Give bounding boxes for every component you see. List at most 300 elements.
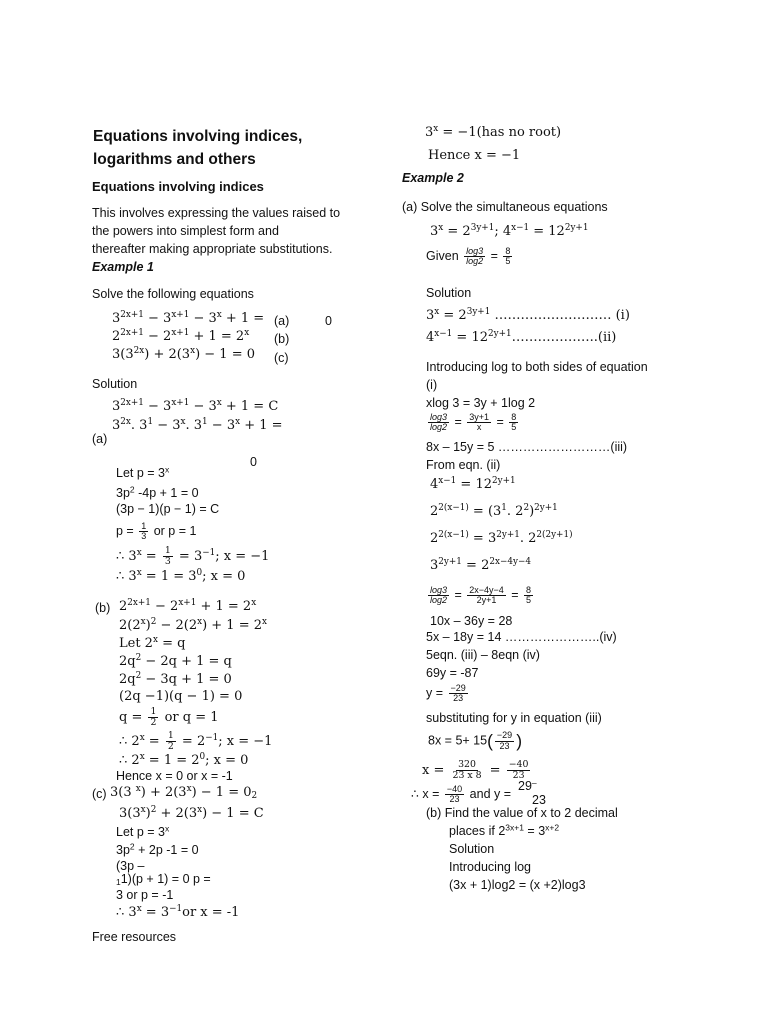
text-run: (b) <box>95 601 111 615</box>
text-run: 3(3 <box>112 347 134 362</box>
superscript: 1 <box>501 503 507 514</box>
text-run: Example 1 <box>92 260 154 274</box>
text-run: + 1 = C <box>221 399 279 414</box>
text-run: ; x = 0 <box>202 569 246 584</box>
text-run: ) <box>529 504 535 519</box>
text-line <box>274 314 289 328</box>
fraction-denominator: 5 <box>511 422 517 433</box>
text-run: = <box>451 588 466 603</box>
text-line <box>430 614 512 628</box>
text-run: (c) <box>92 787 107 801</box>
text-line <box>92 180 264 195</box>
fraction <box>163 546 173 567</box>
text-line <box>426 360 648 374</box>
text-run: 3 <box>112 399 121 414</box>
text-line <box>402 171 464 185</box>
text-run: = 2 <box>177 733 206 749</box>
text-line <box>430 225 588 240</box>
text-run: (2q −1)(q − 1) = 0 <box>119 689 243 704</box>
text-line <box>449 860 531 874</box>
superscript: x <box>190 346 196 357</box>
text-line <box>449 824 559 838</box>
superscript: 2y+1 <box>564 223 589 234</box>
text-run: + 1 = <box>240 418 283 433</box>
text-run: 3 <box>112 418 121 433</box>
superscript: x <box>140 805 146 816</box>
fraction-numerator: 2x−4y−4 <box>469 585 504 595</box>
fraction-numerator: 1 <box>164 545 171 556</box>
superscript: x+1 <box>171 398 190 409</box>
text-line <box>92 260 154 274</box>
text-run: or x = -1 <box>182 905 240 920</box>
superscript: 0 <box>196 568 203 579</box>
text-line <box>426 378 437 392</box>
text-run: = <box>507 588 523 603</box>
fraction-denominator: 5 <box>526 595 532 606</box>
fraction <box>445 785 464 805</box>
text-run: = 1 = 2 <box>144 753 200 768</box>
text-line <box>116 769 233 783</box>
superscript: 2(x−1) <box>438 503 469 514</box>
superscript: x <box>136 547 142 558</box>
fraction <box>449 684 468 704</box>
text-run: 2q <box>119 654 136 669</box>
text-line <box>116 570 245 585</box>
superscript: 2 <box>135 671 142 682</box>
text-run: − 2 <box>150 599 179 614</box>
text-run: 29 <box>518 779 532 793</box>
text-run: 3 <box>430 558 439 573</box>
fraction-denominator: 23 <box>449 794 460 805</box>
text-line <box>116 522 196 542</box>
superscript: 2(x−1) <box>438 530 469 541</box>
text-line <box>116 546 269 567</box>
fraction-numerator: 8 <box>526 585 532 595</box>
text-line <box>426 684 470 704</box>
superscript: 1 <box>202 417 208 428</box>
text-run: = <box>493 415 508 430</box>
text-run: ) + 1 = 2 <box>202 618 263 633</box>
superscript: 2x+1 <box>127 598 151 609</box>
text-line <box>112 419 283 434</box>
text-run: 5eqn. (iii) – 8eqn (iv) <box>426 648 540 662</box>
text-run: ) − 1 = 0 <box>191 785 252 800</box>
superscript: −1 <box>169 904 183 915</box>
superscript: x <box>235 417 241 428</box>
text-run: ) − 1 = 0 <box>195 347 255 362</box>
text-line <box>92 432 107 446</box>
fraction-numerator: 3y+1 <box>469 412 490 422</box>
text-run: = 2 <box>439 308 467 323</box>
text-run: logarithms and others <box>93 151 256 168</box>
fraction-numerator: −29 <box>450 683 466 693</box>
text-line <box>119 690 242 705</box>
text-line <box>426 413 520 433</box>
text-run: (a) <box>274 314 290 328</box>
superscript: 2 <box>150 617 157 628</box>
text-run: (a) Solve the simultaneous equations <box>402 200 608 214</box>
text-run: − 3 <box>143 399 172 414</box>
superscript: 2 <box>129 841 135 852</box>
fraction-denominator: 3 <box>141 531 147 542</box>
text-run: 0 <box>250 455 257 469</box>
text-run: Example 2 <box>402 171 464 185</box>
text-line <box>92 787 107 801</box>
text-line <box>119 754 248 769</box>
text-line <box>402 200 608 214</box>
text-run: ) <box>145 618 151 633</box>
text-run: = 3 <box>141 905 170 920</box>
superscript: 2x <box>133 346 145 357</box>
superscript: x <box>186 784 192 795</box>
text-line <box>119 619 267 634</box>
text-run: 2(2 <box>119 618 141 633</box>
text-run: the powers into simplest form and <box>92 224 279 238</box>
bracket: ( <box>487 731 493 751</box>
fraction-denominator: 23 <box>512 769 525 781</box>
text-run: + 2p -1 = 0 <box>134 843 199 857</box>
text-run: Given <box>426 249 463 264</box>
superscript: 3x+1 <box>505 822 524 833</box>
text-line <box>430 505 558 520</box>
fraction <box>428 586 449 606</box>
text-line <box>449 878 586 892</box>
text-run: Solution <box>449 842 495 856</box>
superscript: 2x+1 <box>120 398 144 409</box>
superscript: x <box>180 417 186 428</box>
fraction <box>428 413 449 433</box>
text-run: 3 or p = -1 <box>116 888 174 902</box>
text-run: y = <box>426 686 447 701</box>
text-line <box>274 332 289 346</box>
text-line <box>426 247 514 267</box>
superscript: x <box>251 598 257 609</box>
text-run: -4p + 1 = 0 <box>134 486 199 500</box>
text-run: ∴ 3 <box>116 548 137 564</box>
text-run: This involves expressing the values raised to <box>92 206 341 220</box>
text-run: (3p − 1)(p − 1) = C <box>116 502 220 516</box>
superscript: x−1 <box>438 476 457 487</box>
fraction <box>139 522 148 542</box>
text-line <box>428 731 522 751</box>
fraction-numerator: −40 <box>446 784 463 794</box>
text-run: 3 <box>112 311 121 326</box>
text-run: 8x = 5+ 15 <box>428 733 488 748</box>
fraction-denominator: log2 <box>430 422 448 433</box>
superscript: 3y+1 <box>470 223 495 234</box>
text-run: Let 2 <box>119 636 153 651</box>
text-run: 3 <box>425 125 434 140</box>
text-run: ; x = 0 <box>205 753 249 768</box>
text-run: − 3 <box>189 311 217 326</box>
text-line <box>93 128 302 146</box>
text-run: = <box>451 415 466 430</box>
text-run: 0 <box>325 314 332 328</box>
fraction <box>467 586 506 606</box>
superscript: −1 <box>205 732 219 743</box>
text-line <box>449 842 494 856</box>
text-run: 4 <box>426 330 435 345</box>
text-run: ……………………… (i) <box>490 308 630 323</box>
text-run: (3p – <box>116 859 145 873</box>
text-run: = 3 <box>174 548 203 564</box>
text-run: = (3 <box>468 504 502 519</box>
superscript: x <box>197 617 203 628</box>
text-line <box>430 559 531 574</box>
fraction <box>509 413 518 433</box>
superscript: x <box>140 617 146 628</box>
superscript: 3y+1 <box>466 307 491 318</box>
fraction <box>503 247 512 267</box>
text-run: ) <box>145 806 151 821</box>
text-run: ∴ 2 <box>119 733 140 749</box>
superscript: x <box>165 464 170 475</box>
superscript: 2x+1 <box>120 328 144 339</box>
superscript: 2x−4y−4 <box>489 557 531 568</box>
text-line <box>116 843 199 857</box>
superscript: 2 <box>150 805 157 816</box>
text-run: (b) <box>274 332 290 346</box>
text-run: 23 <box>532 793 546 807</box>
superscript: 2 <box>135 653 142 664</box>
fraction <box>451 760 484 781</box>
text-line <box>92 224 279 238</box>
fraction-denominator: 2 <box>167 740 174 752</box>
superscript: 2 <box>129 484 135 495</box>
text-line <box>274 351 289 365</box>
superscript: −1 <box>202 547 216 558</box>
text-run: Let p = 3 <box>116 466 165 480</box>
text-run: = q <box>157 636 186 651</box>
fraction-denominator: x <box>476 422 482 433</box>
text-run: ) + 2(3 <box>144 347 191 362</box>
text-run: Equations involving indices, <box>93 128 303 145</box>
text-line <box>119 731 272 752</box>
fraction-denominator: 23 x 8 <box>452 769 482 781</box>
fraction-denominator: log2 <box>466 256 484 267</box>
text-run: + 1 = 2 <box>189 329 245 344</box>
text-line <box>426 806 618 820</box>
superscript: – <box>531 777 537 788</box>
text-run: = 3 <box>523 824 546 838</box>
text-run: ∴ 3 <box>116 905 137 920</box>
fraction-numerator: log3 <box>466 246 484 256</box>
text-run: = <box>487 249 502 264</box>
text-run: − 3 <box>153 418 181 433</box>
text-run: = −1(has no root) <box>438 125 562 140</box>
text-run: 3p <box>116 486 130 500</box>
superscript: x <box>434 307 440 318</box>
text-run: 8x – 15y = 5 ………………………(iii) <box>426 440 628 454</box>
text-line <box>119 655 232 670</box>
superscript: x <box>136 568 142 579</box>
text-run: = 2 <box>443 224 471 239</box>
text-run: xlog 3 = 3y + 1log 2 <box>426 396 536 410</box>
text-run: 2 <box>430 531 439 546</box>
fraction-numerator: log3 <box>430 585 448 595</box>
text-run: ; 4 <box>494 224 512 239</box>
text-run: 1)(p + 1) = 0 p = <box>120 872 211 886</box>
superscript: x <box>139 752 145 763</box>
text-line <box>325 314 332 328</box>
superscript: x+1 <box>171 328 190 339</box>
fraction <box>507 760 531 781</box>
text-run: Let p = 3 <box>116 825 165 839</box>
subscript: 1 <box>116 877 121 888</box>
text-line <box>95 601 110 615</box>
superscript: x <box>136 904 142 915</box>
text-run: . 3 <box>185 418 203 433</box>
text-run: From eqn. (ii) <box>426 458 501 472</box>
text-run: (c) <box>274 351 289 365</box>
text-run: 10x – 36y = 28 <box>430 614 513 628</box>
superscript: 1 <box>147 417 154 428</box>
text-line <box>116 872 211 886</box>
text-line <box>112 400 278 415</box>
text-run: (i) <box>426 378 438 392</box>
superscript: x−1 <box>434 329 453 340</box>
fraction <box>524 586 533 606</box>
text-run: + 2(3 <box>156 806 198 821</box>
superscript: x <box>139 732 145 743</box>
text-line <box>422 760 532 781</box>
text-run: 4 <box>430 477 439 492</box>
text-line <box>110 786 257 801</box>
text-run: 5x – 18y = 14 …………………..(iv) <box>426 630 617 644</box>
superscript: x <box>433 124 439 135</box>
text-line <box>426 309 630 324</box>
text-run: ; x = −1 <box>215 548 270 564</box>
text-run: . 2 <box>519 531 537 546</box>
subscript: 2 <box>251 791 258 802</box>
fraction-denominator: 3 <box>164 555 171 567</box>
fraction-denominator: 2 <box>150 716 157 728</box>
text-run: = <box>141 548 161 564</box>
text-line <box>428 149 520 164</box>
text-line <box>116 906 239 921</box>
superscript: 2y+1 <box>534 503 558 514</box>
text-run: − 2 <box>143 329 172 344</box>
text-run: Introducing log <box>449 860 532 874</box>
text-run: 3 <box>426 308 435 323</box>
superscript: 2 <box>523 503 530 514</box>
superscript: x <box>438 223 444 234</box>
text-run: = 3 <box>468 531 497 546</box>
text-line <box>426 458 500 472</box>
text-run: − 3 <box>207 418 236 433</box>
superscript: x <box>216 398 222 409</box>
text-line <box>112 330 249 345</box>
text-run: 2q <box>119 672 136 687</box>
superscript: x−1 <box>511 223 530 234</box>
superscript: 2x <box>120 417 131 428</box>
text-run: 3 <box>430 224 439 239</box>
text-run: − 3 <box>189 399 217 414</box>
text-line <box>112 312 264 327</box>
text-line <box>116 466 169 480</box>
text-line <box>119 600 256 615</box>
text-line <box>119 707 219 728</box>
text-run: = <box>144 733 164 749</box>
text-run: 3p <box>116 843 130 857</box>
text-run: − 3 <box>143 311 172 326</box>
text-run: (a) <box>92 432 108 446</box>
text-line <box>116 502 219 516</box>
text-run: Solution <box>92 377 138 391</box>
text-line <box>116 825 169 839</box>
fraction <box>166 731 176 752</box>
text-run: − 2q + 1 = q <box>141 654 232 669</box>
text-run: and y = <box>466 787 512 802</box>
text-run: . 3 <box>130 418 148 433</box>
text-run: ∴ 3 <box>116 569 137 584</box>
text-run: thereafter making appropriate substitutions. <box>92 242 333 256</box>
text-line <box>518 779 537 793</box>
fraction-denominator: 2y+1 <box>476 595 497 606</box>
text-run: . 2 <box>506 504 524 519</box>
fraction-denominator: 23 <box>453 693 464 704</box>
text-run: = 12 <box>529 224 565 239</box>
text-line <box>426 630 617 644</box>
text-line <box>119 673 232 688</box>
text-run: − 2(2 <box>156 618 198 633</box>
text-run: Hence x = 0 or x = -1 <box>116 769 233 783</box>
superscript: x <box>197 805 203 816</box>
text-run: Solve the following equations <box>92 287 254 301</box>
text-run: ; x = −1 <box>218 733 273 749</box>
text-run: = 1 = 3 <box>141 569 197 584</box>
text-run: = 12 <box>456 477 492 492</box>
superscript: x <box>152 635 158 646</box>
fraction-numerator: 1 <box>167 730 174 741</box>
text-run: 3(3 <box>119 806 141 821</box>
text-line <box>426 396 535 410</box>
fraction <box>467 413 491 433</box>
text-run: Hence x = −1 <box>428 148 521 163</box>
fraction-numerator: 1 <box>141 521 147 531</box>
text-line <box>430 532 573 547</box>
fraction-numerator: −29 <box>496 730 513 741</box>
superscript: x <box>244 328 250 339</box>
text-line <box>426 711 602 725</box>
text-run: + 1 = 2 <box>196 599 252 614</box>
superscript: x <box>135 784 141 795</box>
text-line <box>92 287 254 301</box>
text-run: ) + 2(3 <box>140 785 187 800</box>
text-line <box>426 648 540 662</box>
text-run: (3x + 1)log2 = (x +2)log3 <box>449 878 586 892</box>
text-line <box>411 785 511 805</box>
text-run: or q = 1 <box>160 709 219 725</box>
fraction-numerator: 1 <box>150 706 157 717</box>
fraction-numerator: 8 <box>511 412 517 422</box>
fraction-denominator: 5 <box>505 256 511 267</box>
fraction <box>495 731 514 751</box>
text-run: = <box>485 762 505 778</box>
text-run: substituting for y in equation (iii) <box>426 711 602 725</box>
text-run: ∴ 2 <box>119 753 140 768</box>
superscript: x+1 <box>178 598 197 609</box>
fraction <box>464 247 485 267</box>
text-line <box>92 930 176 944</box>
superscript: x+1 <box>171 310 190 321</box>
text-line <box>426 286 471 300</box>
fraction-denominator: 23 <box>499 740 510 751</box>
text-run: places if 2 <box>449 824 506 838</box>
superscript: 2y+1 <box>438 557 462 568</box>
text-line <box>426 586 535 606</box>
text-line <box>426 440 627 454</box>
